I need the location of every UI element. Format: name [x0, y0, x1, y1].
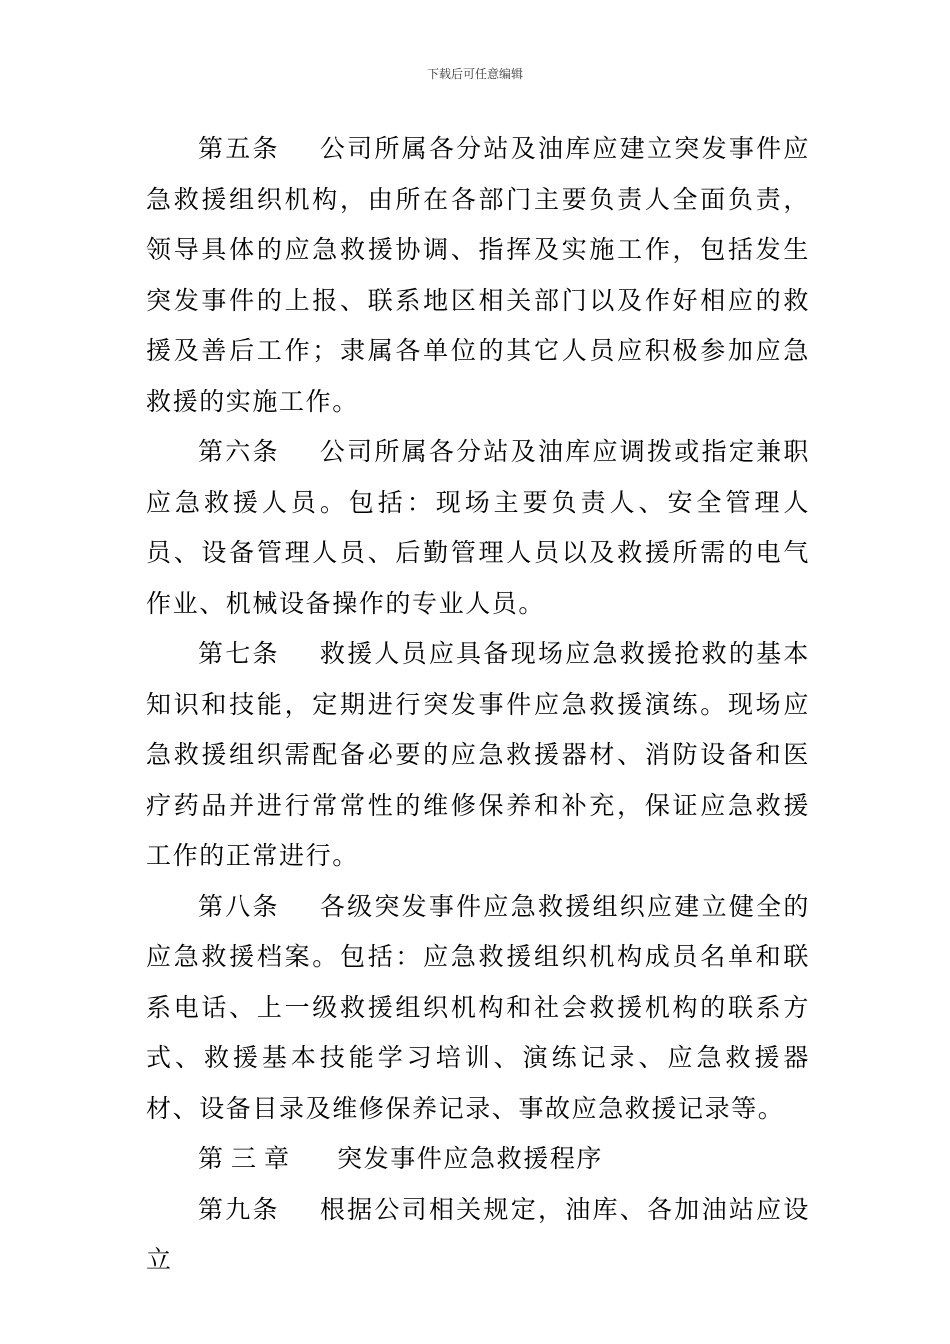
article-8 — [146, 882, 810, 1135]
article-text: 公司所属各分站及油库应建立突发事件应急救援组织机构，由所在各部门主要负责人全面负责，领导具体的应急救援协调、指挥及实施工作，包括发生突发事件的上报、联系地区相关部门以及作好相应的救援及善后工作；隶属各单位的其它人员应积极参加应急救援的实施工作。 — [146, 134, 810, 416]
article-number: 第六条 — [198, 437, 280, 466]
article-text: 公司所属各分站及油库应调拨或指定兼职应急救援人员。包括：现场主要负责人、安全管理人员、设备管理人员、后勤管理人员以及救援所需的电气作业、机械设备操作的专业人员。 — [146, 437, 810, 618]
document-body — [146, 124, 810, 1286]
article-text: 各级突发事件应急救援组织应建立健全的应急救援档案。包括：应急救援组织机构成员名单和联系电话、上一级救援组织机构和社会救援机构的联系方式、救援基本技能学习培训、演练记录、应急救援器材、设备目录及维修保养记录、事故应急救援记录等。 — [146, 891, 810, 1123]
article-number: 第八条 — [198, 891, 280, 921]
article-number: 第七条 — [198, 639, 280, 668]
chapter-title: 突发事件应急救援程序 — [337, 1144, 604, 1173]
article-text: 救援人员应具备现场应急救援抢救的基本知识和技能，定期进行突发事件应急救援演练。现场应急救援组织需配备必要的应急救援器材、消防设备和医疗药品并进行常常性的维修保养和补充，保证应急救援工作的正常进行。 — [146, 639, 810, 870]
article-6 — [146, 427, 810, 629]
article-5 — [146, 124, 810, 427]
article-9 — [146, 1185, 810, 1286]
chapter-number: 第三章 — [198, 1144, 298, 1173]
article-7 — [146, 629, 810, 882]
page-header-note: 下载后可任意编辑 — [426, 67, 523, 81]
article-number: 第五条 — [198, 134, 280, 163]
chapter-heading — [146, 1134, 810, 1185]
article-number: 第九条 — [198, 1194, 280, 1224]
article-text: 根据公司相关规定，油库、各加油站应设立 — [146, 1194, 810, 1274]
